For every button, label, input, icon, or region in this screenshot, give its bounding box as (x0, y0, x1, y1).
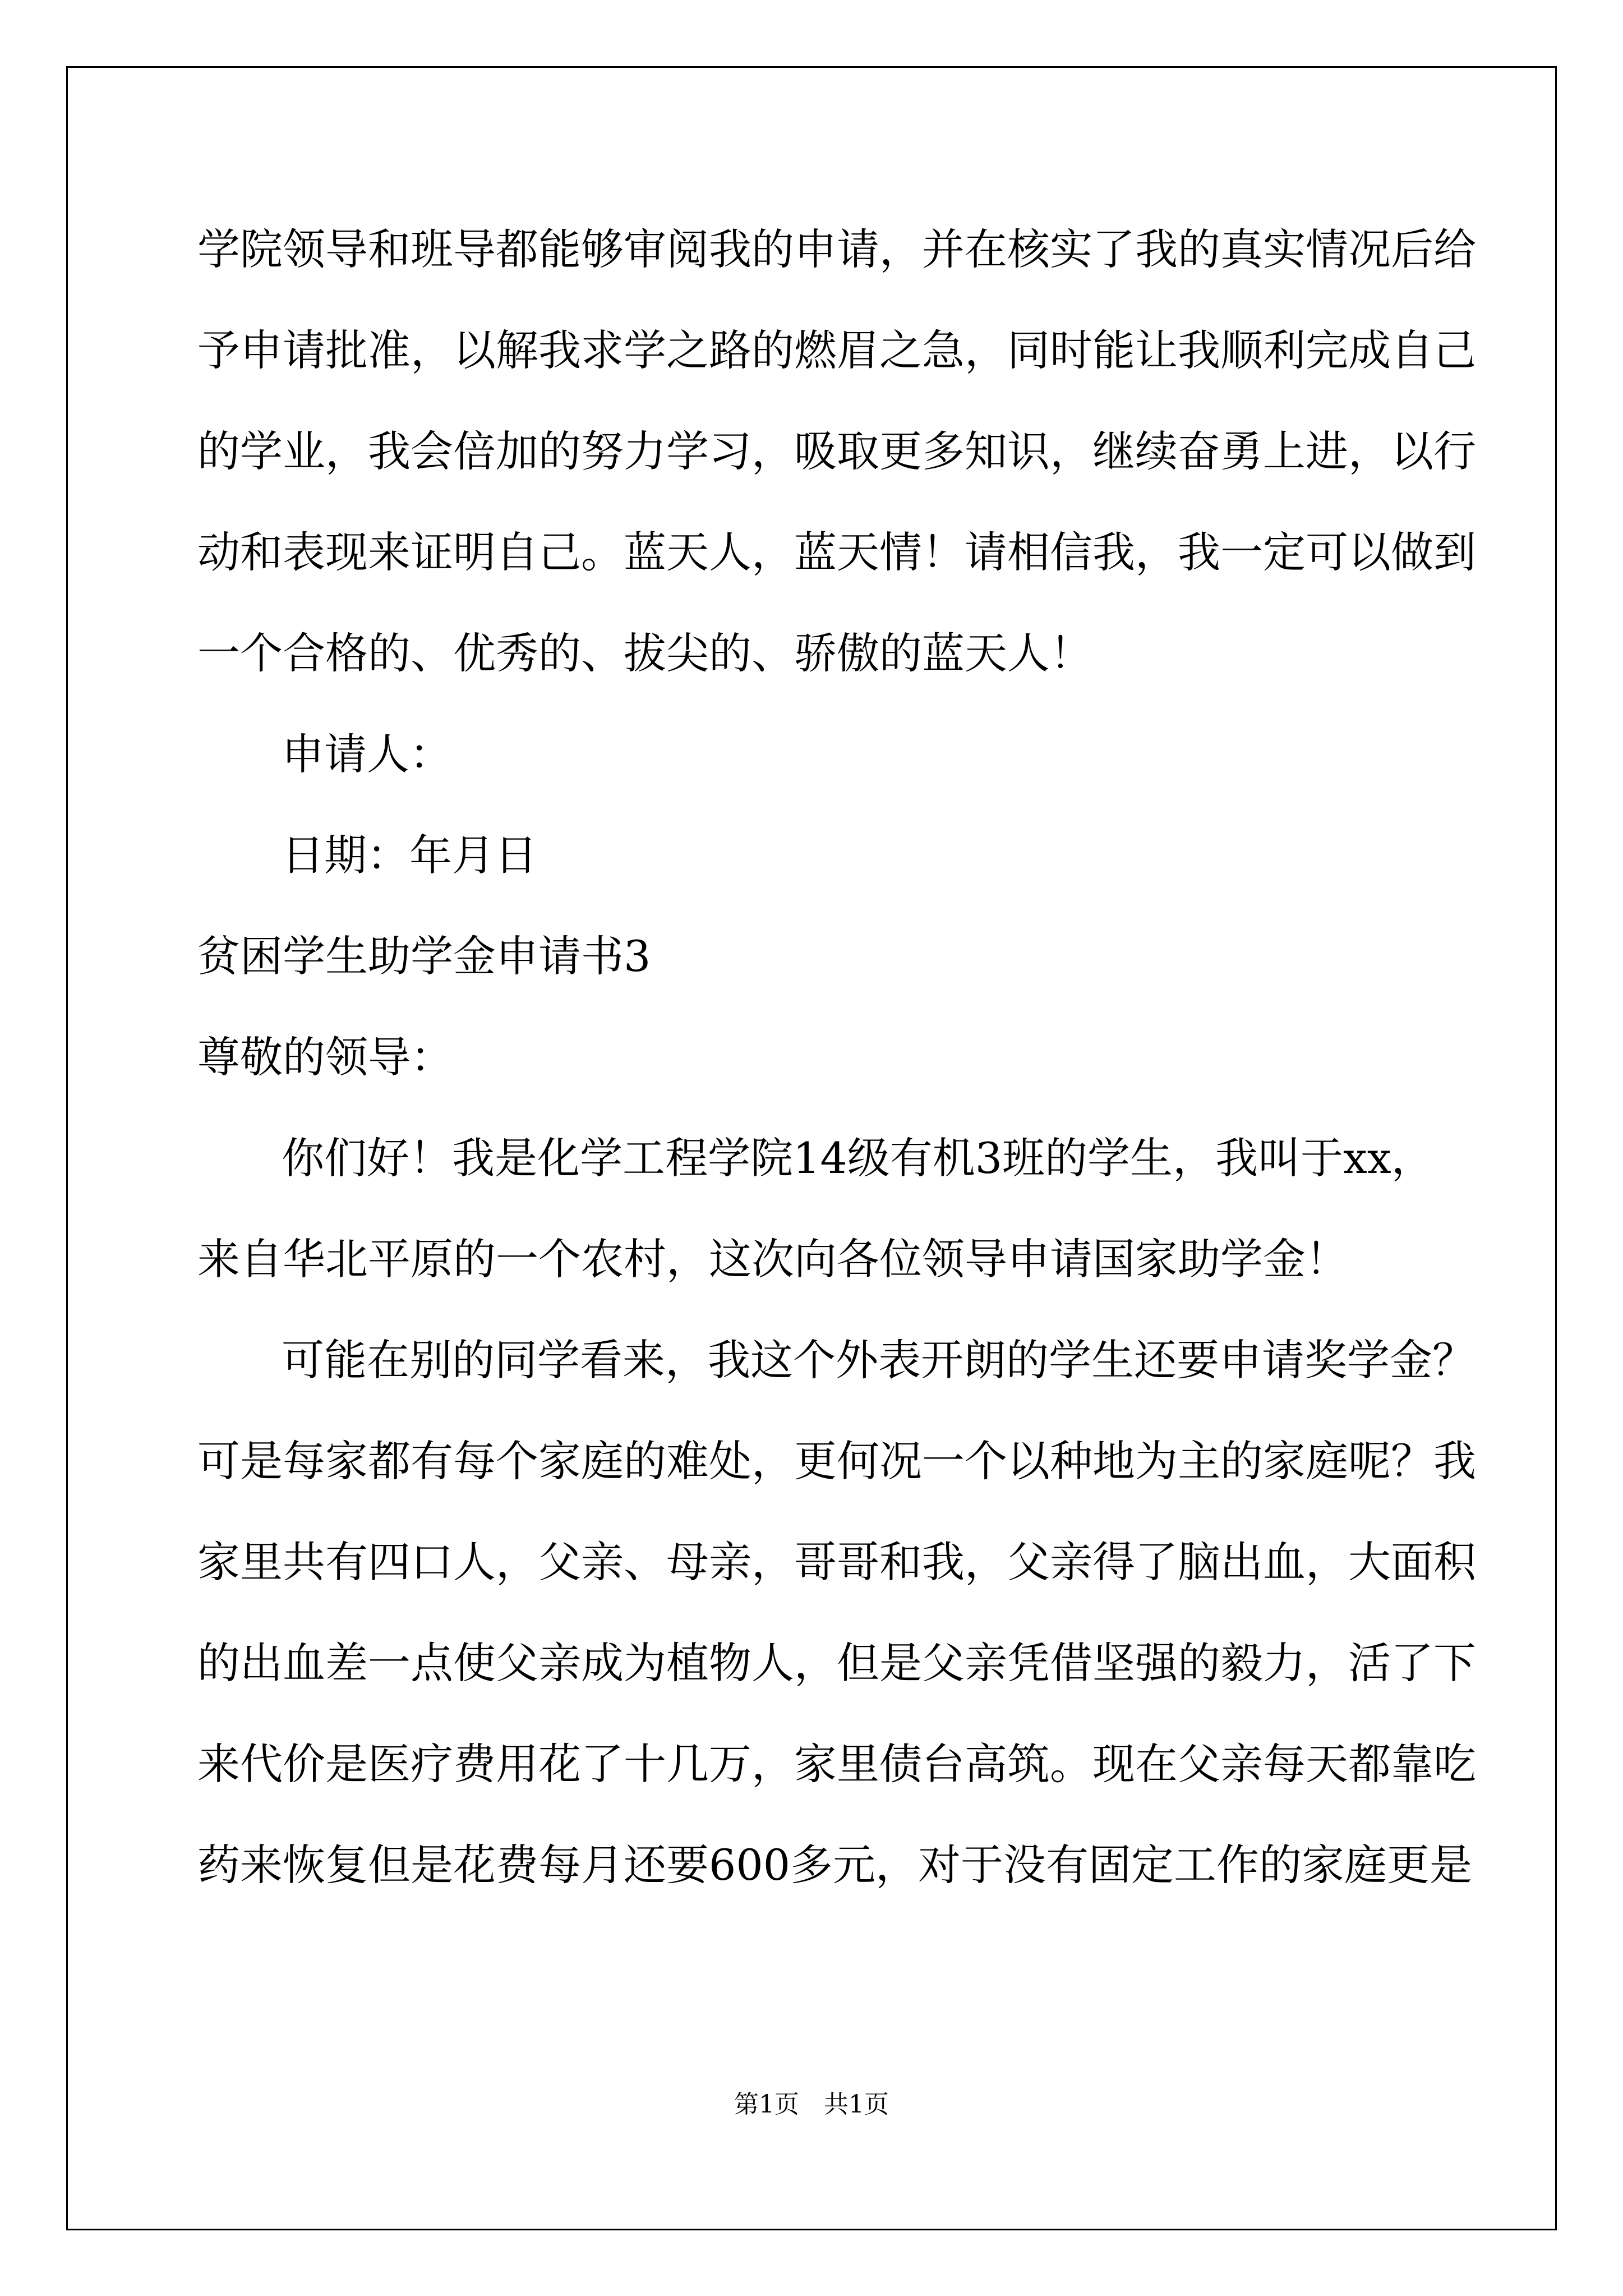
text-line-13: 可是每家都有每个家庭的难处，更何况一个以种地为主的家庭呢？我 (197, 1436, 1476, 1486)
applicant-label: 申请人： (282, 729, 452, 779)
section-title: 贫困学生助学金申请书3 (197, 931, 651, 981)
date-label: 日期：年月日 (282, 830, 537, 880)
text-line-3: 的学业，我会倍加的努力学习，吸取更多知识，继续奋勇上进，以行 (197, 426, 1476, 476)
text-line-11: 来自华北平原的一个农村，这次向各位领导申请国家助学金！ (197, 1234, 1348, 1284)
text-line-5: 一个合格的、优秀的、拔尖的、骄傲的蓝天人！ (197, 628, 1092, 678)
text-line-14: 家里共有四口人，父亲、母亲，哥哥和我，父亲得了脑出血，大面积 (197, 1537, 1476, 1587)
text-line-10: 你们好！我是化学工程学院14级有机3班的学生，我叫于xx， (282, 1133, 1434, 1183)
text-line-15: 的出血差一点使父亲成为植物人，但是父亲凭借坚强的毅力，活了下 (197, 1638, 1476, 1688)
text-line-17: 药来恢复但是花费每月还要600多元，对于没有固定工作的家庭更是 (197, 1840, 1473, 1890)
text-line-12: 可能在别的同学看来，我这个外表开朗的学生还要申请奖学金？ (282, 1335, 1475, 1385)
page-footer: 第1页 共1页 (734, 2090, 889, 2119)
text-line-4: 动和表现来证明自己。蓝天人，蓝天情！请相信我，我一定可以做到 (197, 527, 1476, 577)
text-line-16: 来代价是医疗费用花了十几万，家里债台高筑。现在父亲每天都靠吃 (197, 1739, 1476, 1789)
text-line-1: 学院领导和班导都能够审阅我的申请，并在核实了我的真实情况后给 (197, 224, 1476, 274)
text-line-2: 予申请批准，以解我求学之路的燃眉之急，同时能让我顺利完成自己 (197, 325, 1476, 375)
salutation: 尊敬的领导： (197, 1032, 453, 1082)
